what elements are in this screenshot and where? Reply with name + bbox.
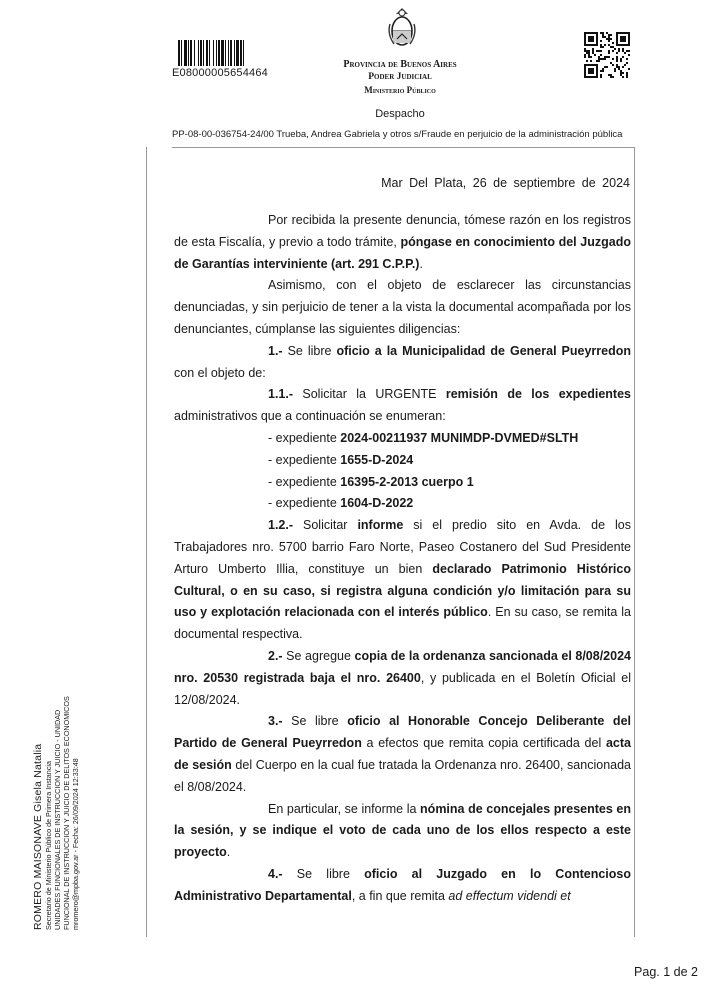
signature-stamp [32,696,80,930]
diligence-3 [174,711,631,798]
text: Se libre [282,343,337,358]
text: , a fin que remita [351,888,449,903]
diligence-4 [174,864,631,908]
text: Se agregue [282,648,355,663]
list-item [174,428,631,450]
item-number: 1.2.- [268,518,294,533]
text: - expediente [268,452,341,467]
text: Se libre [282,866,365,881]
file-number: 1655-D-2024 [340,452,414,467]
document-date: Mar Del Plata, 26 de septiembre de 2024 [381,176,630,190]
text: , y publicada en el Boletín Oficial el 12/08/2024. [174,670,631,707]
page-number: Pag. 1 de 2 [634,965,698,979]
case-title: PP-08-00-036754-24/00 Trueba, Andrea Gabriela y otros s/Fraude en perjuicio de la administración pública [172,129,623,140]
judicial-power: Poder Judicial [368,72,432,82]
bold-text: copia de la ordenanza sancionada el 8/08/2024 nro. 20530 registrada baja el nro. 26400 [174,648,631,685]
issuer-block [300,58,500,97]
text: a efectos que remita copia certificada del [361,736,606,751]
diligence-2 [174,646,631,711]
text: . [419,256,423,271]
province-name: Provincia de Buenos Aires [343,59,457,70]
bold-text: oficio al Juzgado en lo Contencioso Administrativo Departamental [174,866,631,903]
file-number: 2024-00211937 MUNIMDP-DVMED#SLTH [340,430,579,445]
signature-meta: mromero@mpba.gov.ar - Fecha: 26/09/2024 12:33:48 [71,758,80,930]
item-number: 1.- [268,343,283,358]
signer-unit-line-1: UNIDADES FUNCIONALES DE INSTRUCCION Y JUICIO - UNIDAD [53,709,62,930]
text: - expediente [268,474,341,489]
item-number: 1.1.- [268,387,294,402]
text: . En su caso, se remita la documental respectiva. [174,605,632,642]
signer-unit-line-2: FUNCIONAL DE INSTRUCCION Y JUICIO DE DELITOS ECONOMICOS [62,696,71,930]
text: Solicitar la URGENTE [293,387,446,402]
expedientes-list [174,428,631,515]
list-item [174,450,631,472]
paragraph-intro [174,210,631,275]
text: Por recibida la presente denuncia, tómese razón en los registros de esta Fiscalía, y previo a todo trámite, [174,213,631,249]
list-item [174,472,631,494]
list-item [174,493,631,515]
left-margin-line [146,147,147,937]
paragraph-diligences: Asimismo, con el objeto de esclarecer las circunstancias denunciadas, y sin perjuicio de tener a la vista la documental acompañada por los denunciantes, cúmplanse las siguientes diligencias: [174,278,631,336]
bold-text: remisión de los expedientes [445,387,631,402]
file-number: 16395-2-2013 cuerpo 1 [340,474,474,489]
right-margin-line [634,147,635,937]
diligence-1-1 [174,384,631,428]
text: . [226,845,231,860]
header-divider [172,147,634,148]
diligence-1 [174,341,631,385]
bold-text: acta de sesión [174,736,631,772]
qr-code-icon [584,32,630,78]
barcode-number: E08000005654464 [172,67,268,79]
text: - expediente [268,496,341,511]
paragraph-concejales [174,799,631,864]
bold-text: declarado Patrimonio Histórico Cultural, o en su caso, si registra alguna condición y/o limitación para su uso y explotación relacionada con el interés público [174,561,631,620]
italic-text: ad effectum videndi et [448,888,571,903]
barcode [178,40,268,66]
coat-of-arms-icon [386,6,418,50]
text: En particular, se informe la [268,801,421,816]
file-number: 1604-D-2022 [340,496,414,511]
text: del Cuerpo en la cual fue tratada la Ordenanza nro. 26400, sancionada el 8/08/2024. [174,757,631,794]
signer-role: Secretario de Ministerio Público de Primera Instancia [44,761,53,930]
bold-text: oficio al Honorable Concejo Deliberante del Partido de General Pueyrredon [174,714,631,751]
item-number: 3.- [268,714,283,729]
text: con el objeto de: [174,365,266,380]
ministry-name: Ministerio Público [364,85,436,95]
text: Se libre [282,714,348,729]
bold-text: informe [357,518,404,533]
signer-name: ROMERO MAISONAVE Gisela Natalia [32,743,44,930]
bold-text: nómina de concejales presentes en la sesión, y se indique el voto de cada uno de los ellos respecto a este proyecto [174,801,632,860]
text: administrativos que a continuación se enumeran: [174,409,446,424]
item-number: 2.- [268,648,283,663]
bold-text: oficio a la Municipalidad de General Pueyrredon [336,343,631,358]
bold-text: póngase en conocimiento del Juzgado de Garantías interviniente (art. 291 C.P.P.) [174,234,631,271]
item-number: 4.- [268,866,283,881]
document-body [174,210,631,908]
text: Solicitar [293,518,358,533]
text: si el predio sito en Avda. de los Trabajadores nro. 5700 barrio Faro Norte, Paseo Costanero del Sud Presidente Arturo Umberto Illia, constituye un bien [174,518,631,576]
diligence-1-2 [174,515,631,646]
text: - expediente [268,430,341,445]
document-type: Despacho [375,108,425,120]
